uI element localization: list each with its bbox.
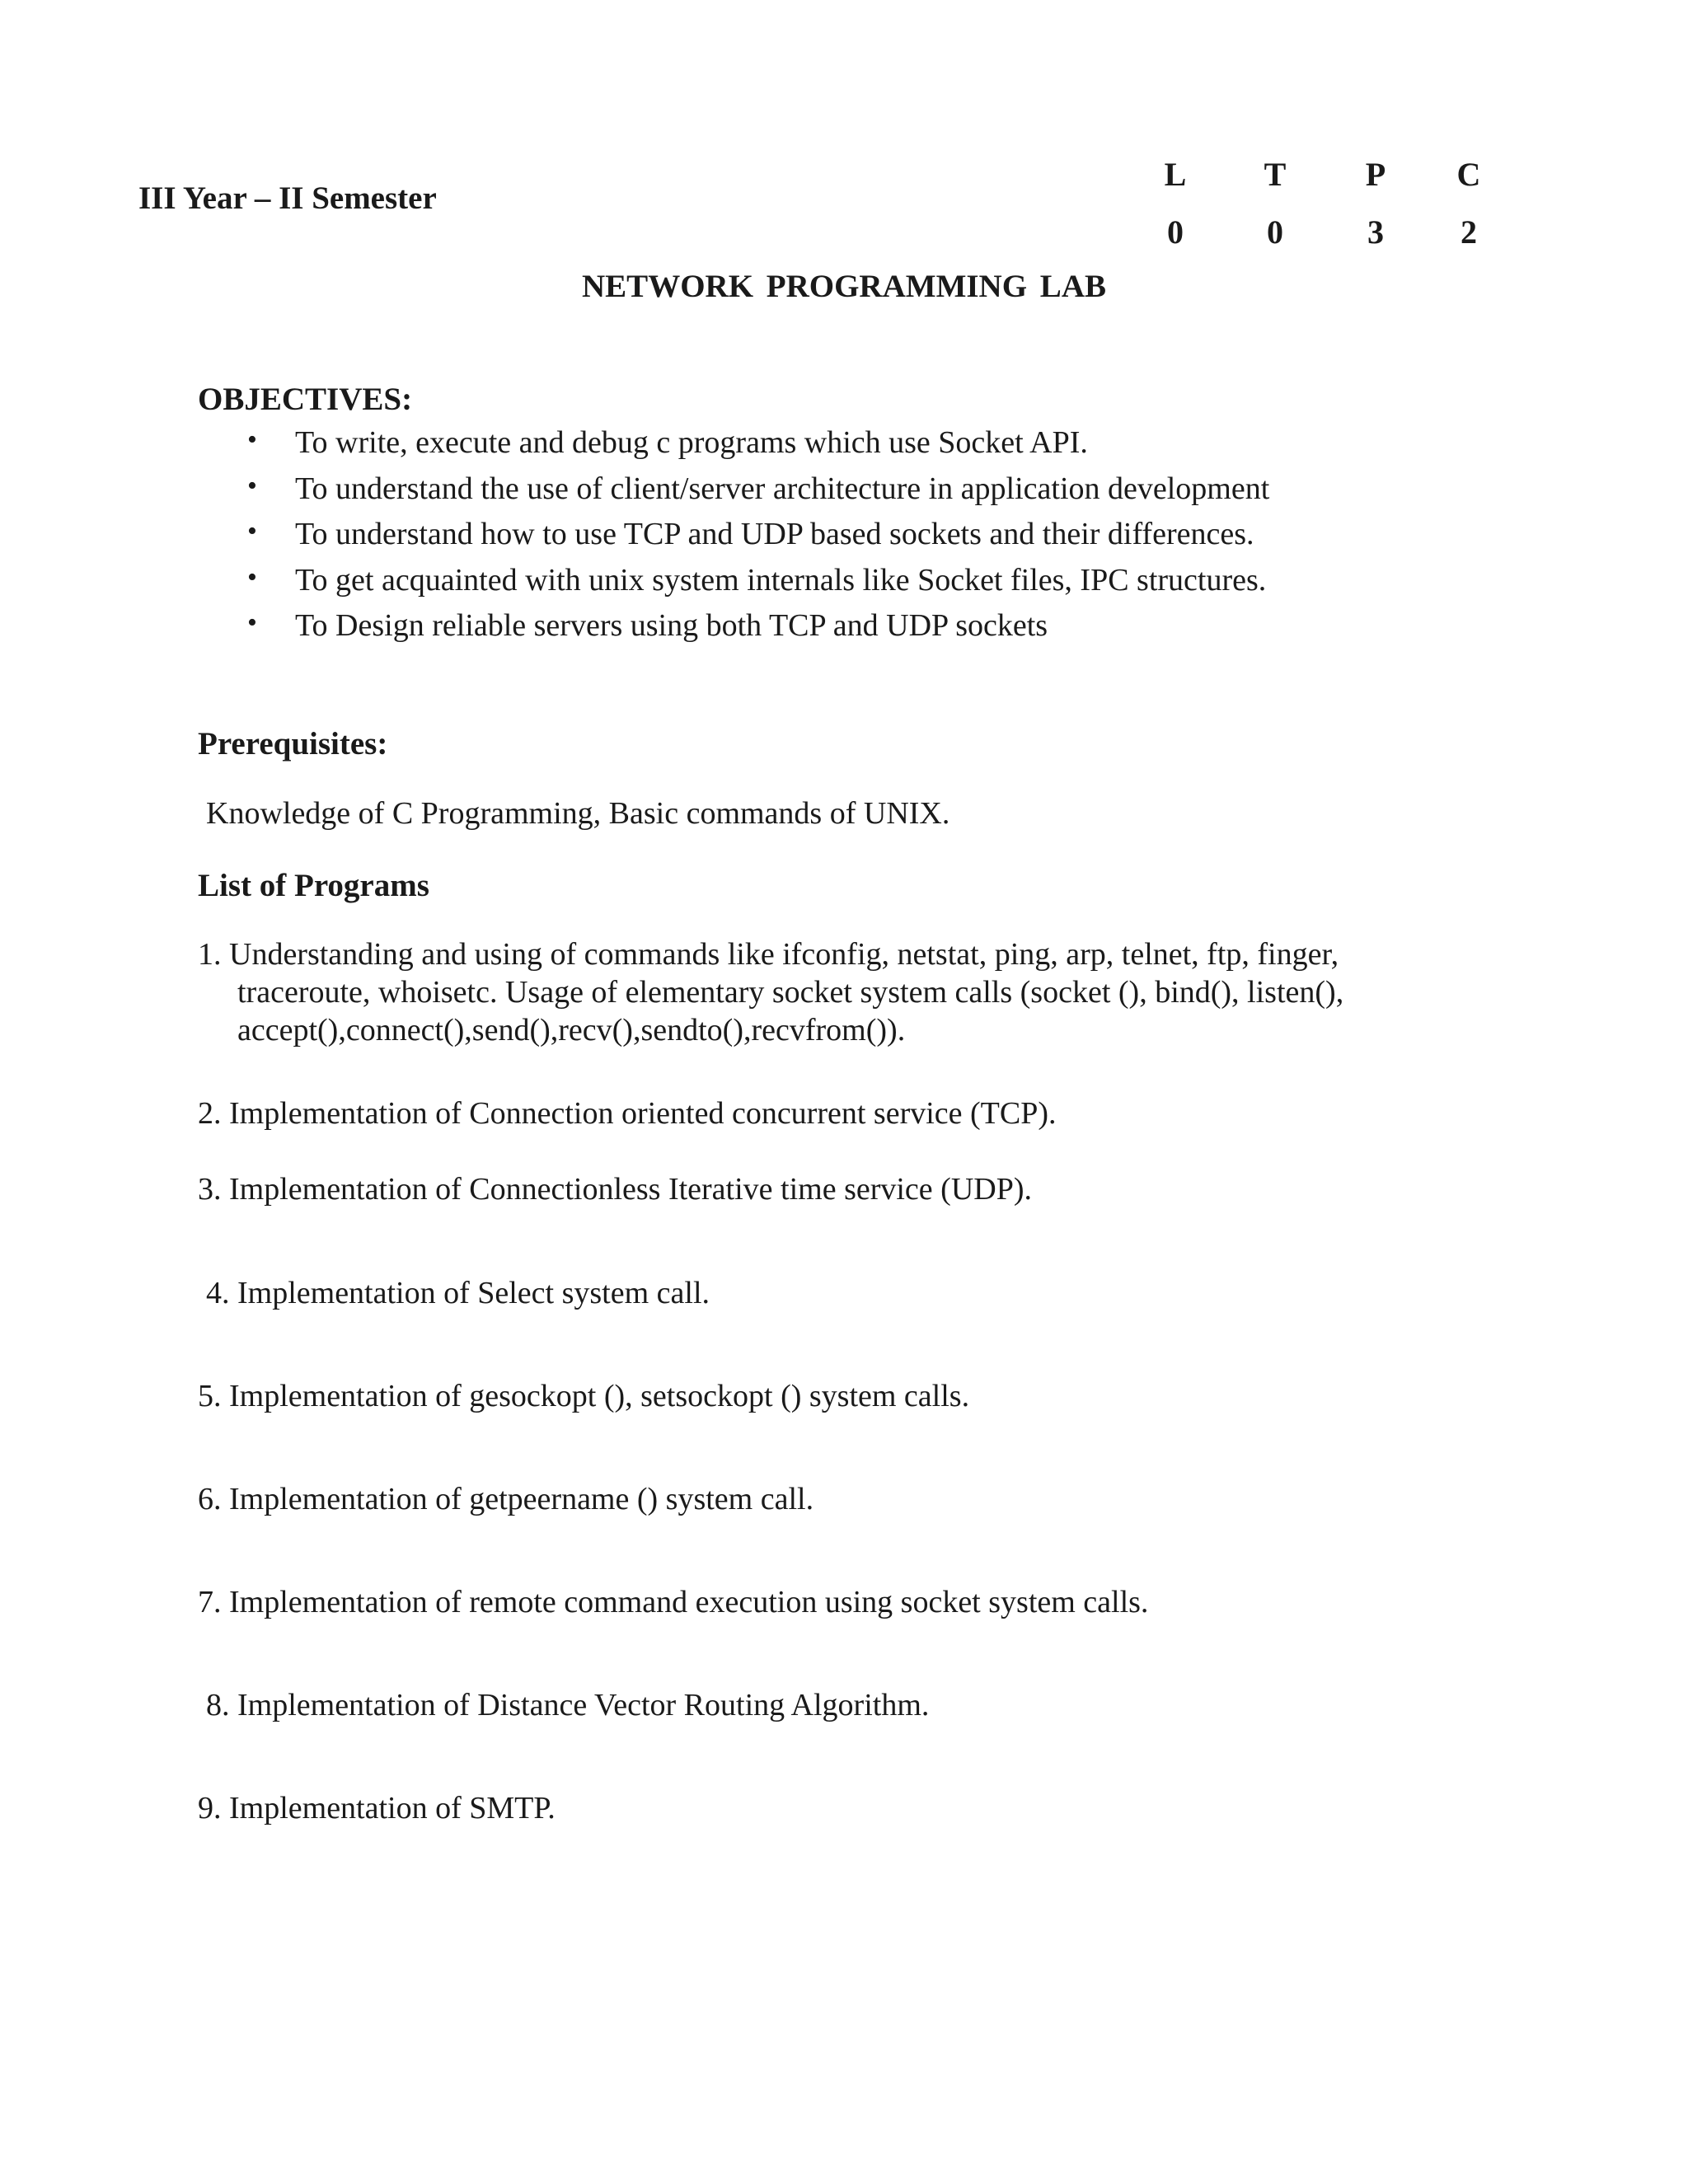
program-item-3: 3. Implementation of Connectionless Iterative time service (UDP). bbox=[198, 1172, 1032, 1207]
bullet-icon: • bbox=[247, 470, 257, 501]
objective-item bbox=[239, 516, 1269, 562]
programs-heading: List of Programs bbox=[198, 868, 429, 903]
program-item-8: 8. Implementation of Distance Vector Routing Algorithm. bbox=[206, 1688, 930, 1722]
program-item-1-line2: traceroute, whoisetc. Usage of elementary socket system calls (socket (), bind(), listen(), bbox=[237, 975, 1344, 1010]
objective-text: To get acquainted with unix system internals like Socket files, IPC structures. bbox=[295, 562, 1267, 598]
objective-text: To understand the use of client/server architecture in application development bbox=[295, 471, 1270, 506]
semester-label: III Year – II Semester bbox=[138, 180, 437, 216]
objective-item bbox=[239, 471, 1269, 517]
program-item-7: 7. Implementation of remote command execution using socket system calls. bbox=[198, 1585, 1149, 1619]
ltpc-label-p: P bbox=[1365, 156, 1386, 193]
ltpc-value-p: 3 bbox=[1367, 213, 1384, 251]
objective-text: To understand how to use TCP and UDP based sockets and their differences. bbox=[295, 517, 1254, 551]
bullet-icon: • bbox=[247, 607, 257, 638]
program-item-9: 9. Implementation of SMTP. bbox=[198, 1791, 556, 1825]
program-item-1-line3: accept(),connect(),send(),recv(),sendto(),recvfrom()). bbox=[237, 1013, 906, 1047]
ltpc-label-c: C bbox=[1456, 156, 1481, 193]
prerequisites-heading: Prerequisites: bbox=[198, 726, 388, 762]
prerequisites-text: Knowledge of C Programming, Basic commands of UNIX. bbox=[206, 796, 950, 831]
ltpc-value-t: 0 bbox=[1267, 213, 1283, 251]
objective-item bbox=[239, 607, 1269, 654]
ltpc-label-l: L bbox=[1164, 156, 1187, 193]
program-item-5: 5. Implementation of gesockopt (), setsockopt () system calls. bbox=[198, 1379, 970, 1413]
objective-item bbox=[239, 424, 1269, 471]
objectives-list bbox=[239, 424, 1269, 654]
objective-text: To Design reliable servers using both TCP and UDP sockets bbox=[295, 608, 1048, 643]
bullet-icon: • bbox=[247, 561, 257, 593]
ltpc-label-t: T bbox=[1264, 156, 1287, 193]
program-item-1: 1. Understanding and using of commands like ifconfig, netstat, ping, arp, telnet, ftp, finger, bbox=[198, 937, 1339, 972]
objective-text: To write, execute and debug c programs which use Socket API. bbox=[295, 425, 1088, 460]
program-item-2: 2. Implementation of Connection oriented concurrent service (TCP). bbox=[198, 1096, 1057, 1131]
course-title: NETWORK PROGRAMMING LAB bbox=[582, 269, 1106, 304]
ltpc-value-l: 0 bbox=[1167, 213, 1184, 251]
ltpc-value-c: 2 bbox=[1461, 213, 1477, 251]
objectives-heading: OBJECTIVES: bbox=[198, 382, 413, 417]
program-item-6: 6. Implementation of getpeername () system call. bbox=[198, 1482, 814, 1516]
objective-item bbox=[239, 562, 1269, 608]
program-item-4: 4. Implementation of Select system call. bbox=[206, 1276, 710, 1310]
bullet-icon: • bbox=[247, 424, 257, 455]
bullet-icon: • bbox=[247, 516, 257, 546]
